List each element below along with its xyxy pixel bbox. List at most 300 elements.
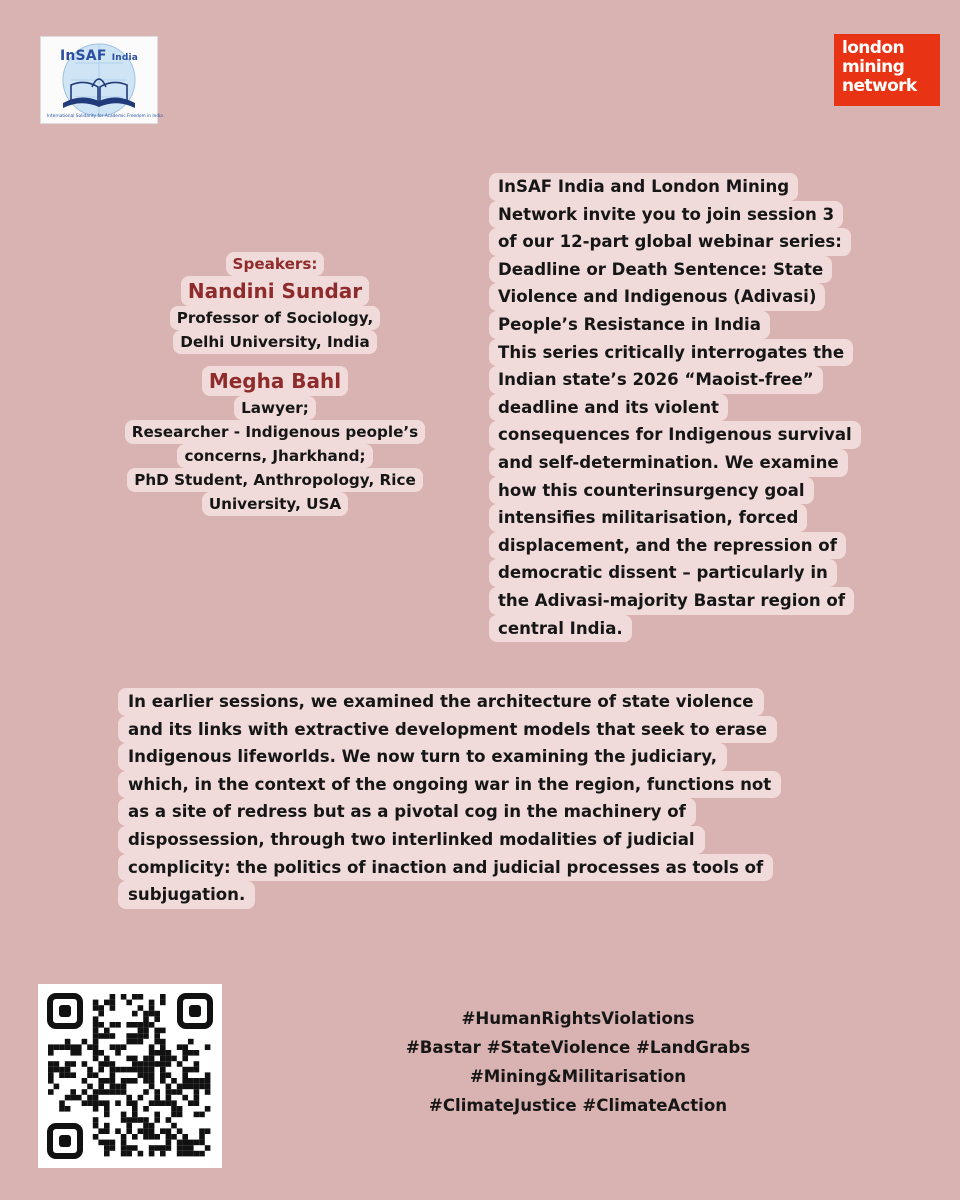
qr-module [126, 1095, 132, 1101]
qr-module [182, 1084, 188, 1090]
qr-module [98, 1140, 104, 1146]
qr-module [115, 1128, 121, 1134]
qr-module [154, 1145, 160, 1151]
qr-module [177, 1112, 183, 1118]
qr-module [70, 1089, 76, 1095]
qr-module [126, 1022, 132, 1028]
qr-module [93, 1000, 99, 1006]
qr-module [48, 1089, 54, 1095]
qr-module [138, 1117, 144, 1123]
qr-module [98, 1089, 104, 1095]
qr-module [132, 1022, 138, 1028]
qr-module [194, 1140, 200, 1146]
qr-module [132, 994, 138, 1000]
qr-module [104, 1089, 110, 1095]
qr-module [121, 1112, 127, 1118]
earlier-line: Indigenous lifeworlds. We now turn to examining the judiciary, [118, 743, 727, 771]
qr-module [149, 1134, 155, 1140]
qr-module [149, 1123, 155, 1129]
qr-module [121, 1044, 127, 1050]
qr-module [154, 1134, 160, 1140]
qr-module [154, 1089, 160, 1095]
qr-module [82, 1061, 88, 1067]
qr-module [166, 1140, 172, 1146]
qr-module [138, 1072, 144, 1078]
qr-module [126, 1067, 132, 1073]
qr-module [110, 1067, 116, 1073]
qr-module [48, 1044, 54, 1050]
earlier-line: and its links with extractive development models that seek to erase [118, 716, 777, 744]
qr-module [110, 1078, 116, 1084]
qr-module [138, 1022, 144, 1028]
qr-module [104, 1056, 110, 1062]
qr-module [110, 1145, 116, 1151]
earlier-line: subjugation. [118, 881, 255, 909]
qr-module [110, 994, 116, 1000]
qr-module [126, 1151, 132, 1157]
qr-module [177, 1044, 183, 1050]
qr-module [182, 1134, 188, 1140]
insaf-logo-title: InSAF India [59, 48, 139, 64]
qr-module [138, 1028, 144, 1034]
qr-module [115, 1089, 121, 1095]
intro-line: consequences for Indigenous survival [489, 421, 861, 449]
qr-module [160, 1028, 166, 1034]
qr-module [177, 1061, 183, 1067]
qr-module [104, 1151, 110, 1157]
qr-module [171, 1056, 177, 1062]
qr-module [199, 1140, 205, 1146]
qr-module [93, 1016, 99, 1022]
qr-module [126, 1000, 132, 1006]
speaker-detail-line: Professor of Sociology, [170, 306, 381, 330]
qr-module [98, 1128, 104, 1134]
qr-module [143, 1067, 149, 1073]
qr-module [143, 1072, 149, 1078]
qr-module [194, 1089, 200, 1095]
qr-module [188, 1100, 194, 1106]
qr-module [65, 1067, 71, 1073]
qr-module [194, 1061, 200, 1067]
qr-module [132, 1033, 138, 1039]
qr-module [182, 1056, 188, 1062]
qr-module [143, 1022, 149, 1028]
qr-module [160, 1067, 166, 1073]
qr-module [149, 1067, 155, 1073]
qr-module [149, 1011, 155, 1017]
qr-module [65, 1044, 71, 1050]
qr-module [154, 1011, 160, 1017]
intro-line: displacement, and the repression of [489, 532, 846, 560]
qr-module [154, 1033, 160, 1039]
qr-module [177, 1106, 183, 1112]
qr-module [104, 1106, 110, 1112]
qr-module [110, 1140, 116, 1146]
intro-line: People’s Resistance in India [489, 311, 770, 339]
qr-module [154, 1117, 160, 1123]
qr-module [205, 1072, 211, 1078]
intro-line: Network invite you to join session 3 [489, 201, 843, 229]
qr-module [188, 1067, 194, 1073]
qr-module [154, 1028, 160, 1034]
qr-module [143, 1078, 149, 1084]
qr-module [171, 1112, 177, 1118]
qr-module [98, 1022, 104, 1028]
qr-module [59, 1044, 65, 1050]
qr-module [182, 1095, 188, 1101]
intro-line: of our 12-part global webinar series: [489, 228, 851, 256]
qr-module [177, 1089, 183, 1095]
qr-module [182, 1044, 188, 1050]
qr-module [126, 1078, 132, 1084]
intro-line: and self-determination. We examine [489, 449, 848, 477]
qr-module [160, 1072, 166, 1078]
qr-module [110, 1000, 116, 1006]
qr-module [143, 1128, 149, 1134]
qr-module [177, 1140, 183, 1146]
qr-module [93, 1106, 99, 1112]
qr-module [188, 1145, 194, 1151]
insaf-india-logo [40, 36, 163, 124]
qr-module [160, 1061, 166, 1067]
qr-module [171, 1106, 177, 1112]
qr-module [132, 1067, 138, 1073]
qr-module [93, 1044, 99, 1050]
session-intro-paragraph [489, 173, 861, 642]
qr-module [87, 1067, 93, 1073]
qr-module [166, 1056, 172, 1062]
qr-module [59, 1106, 65, 1112]
qr-module [93, 1005, 99, 1011]
qr-module [194, 1095, 200, 1101]
qr-module [121, 994, 127, 1000]
qr-module [149, 1050, 155, 1056]
qr-module [149, 1056, 155, 1062]
qr-module [149, 1044, 155, 1050]
qr-module [132, 1100, 138, 1106]
qr-module [110, 1044, 116, 1050]
speaker-detail-line: concerns, Jharkhand; [177, 444, 372, 468]
qr-module [70, 1050, 76, 1056]
qr-module [70, 1095, 76, 1101]
qr-module [104, 1128, 110, 1134]
qr-module [177, 1151, 183, 1157]
qr-module [93, 1033, 99, 1039]
intro-line: deadline and its violent [489, 394, 728, 422]
qr-module [143, 1016, 149, 1022]
qr-module [138, 1039, 144, 1045]
qr-module [76, 1050, 82, 1056]
qr-module [160, 1078, 166, 1084]
hashtag-line: #Bastar #StateViolence #LandGrabs [405, 1038, 751, 1057]
qr-module [93, 1028, 99, 1034]
qr-module [182, 1050, 188, 1056]
qr-module [82, 1078, 88, 1084]
qr-module [138, 1151, 144, 1157]
qr-module [199, 1151, 205, 1157]
qr-module [160, 1100, 166, 1106]
qr-module [104, 1078, 110, 1084]
qr-module [104, 1028, 110, 1034]
intro-line: democratic dissent – particularly in [489, 559, 837, 587]
qr-module [93, 1089, 99, 1095]
qr-module [87, 1044, 93, 1050]
qr-module [160, 1128, 166, 1134]
qr-module [205, 1044, 211, 1050]
qr-module [132, 1011, 138, 1017]
qr-module [121, 1078, 127, 1084]
qr-module [93, 1100, 99, 1106]
speaker-name: Nandini Sundar [181, 276, 369, 306]
qr-module [104, 1100, 110, 1106]
qr-module [104, 1123, 110, 1129]
qr-module [104, 1145, 110, 1151]
qr-module [48, 1078, 54, 1084]
qr-module [59, 1067, 65, 1073]
qr-module [149, 1022, 155, 1028]
qr-module [138, 1095, 144, 1101]
qr-module [138, 1067, 144, 1073]
qr-module [188, 1140, 194, 1146]
qr-module [177, 1145, 183, 1151]
qr-module [143, 1011, 149, 1017]
qr-module [143, 1089, 149, 1095]
qr-module [93, 1050, 99, 1056]
qr-module [76, 1044, 82, 1050]
qr-module [160, 1039, 166, 1045]
qr-module [132, 1134, 138, 1140]
qr-module [194, 1151, 200, 1157]
qr-module [93, 1056, 99, 1062]
qr-module [82, 1100, 88, 1106]
hashtag-line: #Mining&Militarisation [469, 1067, 687, 1086]
qr-module [121, 1145, 127, 1151]
qr-module [93, 1134, 99, 1140]
qr-module [149, 1100, 155, 1106]
qr-module [166, 1100, 172, 1106]
qr-module [126, 1128, 132, 1134]
hashtag-line: #ClimateJustice #ClimateAction [428, 1096, 728, 1115]
qr-module [182, 1072, 188, 1078]
qr-module [194, 1050, 200, 1056]
insaf-logo-tagline: International Solidarity for Academic Freedom in India [47, 114, 163, 119]
speaker-detail-line: Lawyer; [234, 396, 316, 420]
intro-line: This series critically interrogates the [489, 339, 853, 367]
qr-module [104, 1112, 110, 1118]
qr-module [177, 1084, 183, 1090]
qr-module [104, 1061, 110, 1067]
qr-module [188, 1078, 194, 1084]
earlier-line: dispossession, through two interlinked modalities of judicial [118, 826, 705, 854]
qr-module [160, 1000, 166, 1006]
qr-module [76, 1095, 82, 1101]
qr-code-icon [38, 984, 222, 1168]
qr-module [48, 1050, 54, 1056]
speaker-detail-line: University, USA [202, 492, 348, 516]
qr-module [70, 1061, 76, 1067]
qr-module [205, 1084, 211, 1090]
qr-module [138, 1033, 144, 1039]
earlier-line: as a site of redress but as a pivotal cog in the machinery of [118, 798, 696, 826]
qr-module [194, 1084, 200, 1090]
qr-module [110, 1061, 116, 1067]
qr-module [171, 1089, 177, 1095]
qr-module [126, 1039, 132, 1045]
qr-module [87, 1100, 93, 1106]
qr-module [115, 1050, 121, 1056]
intro-line: Violence and Indigenous (Adivasi) [489, 283, 825, 311]
qr-module [110, 1072, 116, 1078]
qr-module [205, 1145, 211, 1151]
speakers-heading: Speakers: [226, 252, 325, 276]
qr-module [121, 1089, 127, 1095]
qr-module [115, 1084, 121, 1090]
qr-module [115, 1044, 121, 1050]
qr-module [98, 1050, 104, 1056]
qr-module [65, 1061, 71, 1067]
qr-module [166, 1072, 172, 1078]
intro-line: InSAF India and London Mining [489, 173, 798, 201]
qr-module [132, 1145, 138, 1151]
qr-module [188, 1151, 194, 1157]
earlier-line: which, in the context of the ongoing war in the region, functions not [118, 771, 781, 799]
qr-module [82, 1039, 88, 1045]
qr-module [143, 1106, 149, 1112]
qr-module [54, 1061, 60, 1067]
qr-module [93, 1123, 99, 1129]
qr-module [98, 1011, 104, 1017]
qr-module [110, 1089, 116, 1095]
qr-module [98, 1061, 104, 1067]
qr-module [138, 1005, 144, 1011]
qr-module [138, 1061, 144, 1067]
qr-module [54, 1067, 60, 1073]
qr-module [194, 1112, 200, 1118]
qr-module [87, 1072, 93, 1078]
qr-module [132, 1039, 138, 1045]
speaker-detail-line: Researcher - Indigenous people’s [125, 420, 425, 444]
qr-module [98, 1084, 104, 1090]
qr-module [98, 1005, 104, 1011]
qr-module [138, 994, 144, 1000]
lmn-logo-line: mining [842, 57, 905, 77]
qr-module [110, 1022, 116, 1028]
qr-module [171, 1134, 177, 1140]
qr-module [93, 1117, 99, 1123]
intro-line: central India. [489, 615, 632, 643]
qr-module [98, 1078, 104, 1084]
qr-module [98, 1100, 104, 1106]
qr-module [59, 1072, 65, 1078]
qr-module [166, 1050, 172, 1056]
qr-module [182, 1078, 188, 1084]
qr-module [132, 1112, 138, 1118]
qr-module [54, 1044, 60, 1050]
qr-module [93, 1095, 99, 1101]
qr-module [121, 1084, 127, 1090]
qr-module [143, 1056, 149, 1062]
qr-module [143, 1123, 149, 1129]
qr-module [121, 1117, 127, 1123]
qr-module [154, 1061, 160, 1067]
qr-module [154, 1112, 160, 1118]
qr-module [93, 1022, 99, 1028]
earlier-sessions-paragraph [118, 688, 781, 909]
intro-line: Indian state’s 2026 “Maoist-free” [489, 366, 823, 394]
qr-module [177, 1128, 183, 1134]
qr-module [171, 1100, 177, 1106]
qr-module [104, 1140, 110, 1146]
qr-module [188, 1050, 194, 1056]
qr-module [160, 994, 166, 1000]
qr-module [149, 1151, 155, 1157]
qr-module [121, 1067, 127, 1073]
qr-module [121, 1134, 127, 1140]
qr-module [205, 1078, 211, 1084]
qr-module [48, 1072, 54, 1078]
qr-module [121, 1140, 127, 1146]
qr-module [182, 1145, 188, 1151]
qr-module [199, 1128, 205, 1134]
qr-module [54, 1084, 60, 1090]
qr-module [143, 1134, 149, 1140]
qr-module [205, 1128, 211, 1134]
qr-module [110, 1033, 116, 1039]
qr-module [154, 1039, 160, 1045]
qr-module [182, 1067, 188, 1073]
lmn-logo-line: network [842, 76, 917, 96]
speaker-name: Megha Bahl [202, 366, 348, 396]
qr-module [182, 1140, 188, 1146]
qr-module [126, 1033, 132, 1039]
qr-module [110, 1005, 116, 1011]
qr-module [205, 1089, 211, 1095]
qr-module [182, 1151, 188, 1157]
qr-module [171, 1078, 177, 1084]
qr-module [104, 1000, 110, 1006]
qr-module [126, 1056, 132, 1062]
qr-module [143, 1033, 149, 1039]
qr-module [93, 1072, 99, 1078]
lmn-logo-line: london [842, 38, 904, 58]
speakers-section [70, 252, 480, 516]
qr-module [115, 1022, 121, 1028]
qr-module [132, 1106, 138, 1112]
registration-qr-code[interactable] [38, 984, 222, 1168]
qr-module [194, 1067, 200, 1073]
qr-module [126, 1145, 132, 1151]
earlier-line: complicity: the politics of inaction and judicial processes as tools of [118, 854, 773, 882]
qr-module [199, 1134, 205, 1140]
qr-module [194, 1078, 200, 1084]
qr-module [126, 1123, 132, 1129]
qr-module [48, 1061, 54, 1067]
qr-module [132, 1078, 138, 1084]
qr-module [48, 1067, 54, 1073]
hashtags-block [300, 1004, 856, 1120]
qr-module [65, 1039, 71, 1045]
qr-module [166, 1095, 172, 1101]
qr-module [149, 1000, 155, 1006]
qr-module [166, 1145, 172, 1151]
qr-module [149, 1005, 155, 1011]
qr-module [160, 1050, 166, 1056]
qr-module [143, 1117, 149, 1123]
qr-module [132, 1117, 138, 1123]
qr-module [154, 1095, 160, 1101]
qr-module [138, 1128, 144, 1134]
intro-line: Deadline or Death Sentence: State [489, 256, 832, 284]
